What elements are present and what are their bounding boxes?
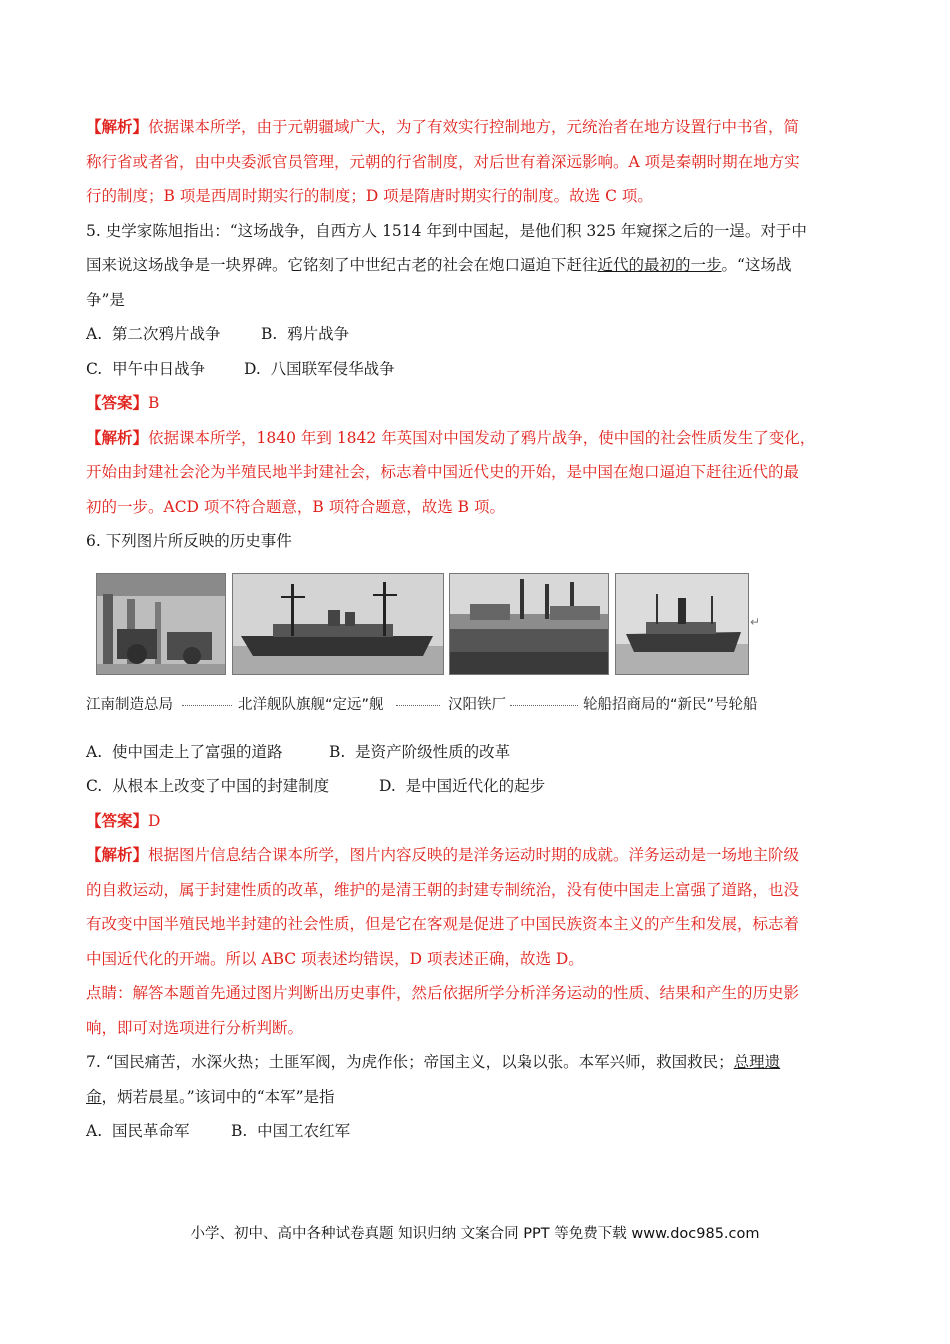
answer-tag: 【答案】 <box>86 810 149 830</box>
question-line: 争”是 <box>86 290 125 309</box>
caption-divider <box>182 705 232 706</box>
analysis-line: 有改变中国半殖民地半封建的社会性质，但是它在客观是促进了中国民族资本主义的产生和发展，标志着 <box>86 915 800 933</box>
photo-xinmin-steamship <box>615 573 749 675</box>
analysis-prev <box>86 110 866 214</box>
caption-hanyang: 汉阳铁厂 <box>448 696 506 713</box>
page-footer: 小学、初中、高中各种试卷真题 知识归纳 文案合同 PPT 等免费下载 www.doc985.com <box>190 1226 760 1242</box>
question-line: 7. “国民痛苦，水深火热；土匪军阀，为虎作伥；帝国主义，以枭以张。本军兴师，救国救民； <box>86 1053 734 1071</box>
analysis-line: 初的一步。ACD 项不符合题意，B 项符合题意，故选 B 项。 <box>86 497 505 516</box>
answer-value: B <box>148 394 160 412</box>
option-a: A. 国民革命军 <box>86 1122 190 1140</box>
tip-line: 响，即可对选项进行分析判断。 <box>86 1018 304 1037</box>
option-d: D. 八国联军侵华战争 <box>244 359 395 378</box>
q5-options-row-2 <box>86 352 866 387</box>
underlined-phrase: 总理遗 <box>733 1053 781 1071</box>
photo-jiangnan-arsenal <box>96 573 226 675</box>
caption-xinmin: 轮船招商局的“新民”号轮船 <box>583 696 758 713</box>
caption-divider <box>396 705 440 706</box>
analysis-line: 中国近代化的开端。所以 ABC 项表述均错误，D 项表述正确，故选 D。 <box>86 949 584 968</box>
analysis-line: 行的制度；B 项是西周时期实行的制度；D 项是隋唐时期实行的制度。故选 C 项。 <box>86 187 653 205</box>
underlined-phrase: 命 <box>86 1087 102 1106</box>
caption-dingyuan: 北洋舰队旗舰“定远”舰 <box>238 696 384 713</box>
q5-options-row-1 <box>86 317 866 352</box>
option-b: B. 是资产阶级性质的改革 <box>329 742 511 761</box>
analysis-tag: 【解析】 <box>86 427 149 447</box>
tip-line: 点睛：解答本题首先通过图片判断出历史事件，然后依据所学分析洋务运动的性质、结果和产生的历史影 <box>86 984 800 1002</box>
option-b: B. 鸦片战争 <box>261 325 350 343</box>
analysis-line: 开始由封建社会沦为半殖民地半封建社会，标志着中国近代史的开始，是中国在炮口逼迫下赶往近代的最 <box>86 463 800 481</box>
question-line: 5. 史学家陈旭指出：“这场战争，自西方人 1514 年到中国起，是他们积 325 年窥探之后的一逞。对于中 <box>86 221 807 240</box>
option-a: A. 第二次鸦片战争 <box>86 325 221 343</box>
caption-jiangnan: 江南制造总局 <box>86 696 173 713</box>
analysis-line: 依据课本所学，1840 年到 1842 年英国对中国发动了鸦片战争，使中国的社会性质发生了变化， <box>148 428 816 447</box>
caption-divider <box>510 705 578 706</box>
q6-analysis <box>86 838 866 1045</box>
option-c: C. 甲午中日战争 <box>86 359 206 378</box>
analysis-line: 根据图片信息结合课本所学，图片内容反映的是洋务运动时期的成就。洋务运动是一场地主阶级 <box>148 846 800 864</box>
answer-value: D <box>148 811 161 830</box>
option-c: C. 从根本上改变了中国的封建制度 <box>86 777 330 795</box>
q6-options-row-2 <box>86 769 866 804</box>
analysis-tag: 【解析】 <box>86 845 149 864</box>
analysis-line: 依据课本所学，由于元朝疆域广大，为了有效实行控制地方，元统治者在地方设置行中书省，简 <box>148 118 800 136</box>
photo-dingyuan-battleship <box>232 573 444 675</box>
q7-options-row-1 <box>86 1114 866 1149</box>
analysis-tag: 【解析】 <box>86 117 149 136</box>
answer-tag: 【答案】 <box>86 393 149 412</box>
question-line: 国来说这场战争是一块界碑。它铭刻了中世纪古老的社会在炮口逼迫下赶往 <box>86 256 598 274</box>
question-line: ，炳若晨星。”该词中的“本军”是指 <box>101 1087 335 1106</box>
question-7-stem <box>86 1045 866 1114</box>
document-body <box>86 110 866 1149</box>
q6-options-row-1 <box>86 735 866 770</box>
option-d: D. 是中国近代化的起步 <box>379 777 546 795</box>
historical-photos-figure <box>86 573 866 723</box>
question-6-stem <box>86 524 866 559</box>
analysis-line: 的自救运动，属于封建性质的改革，维护的是清王朝的封建专制统治，没有使中国走上富强了道路，也没 <box>86 880 800 899</box>
q5-analysis <box>86 421 866 525</box>
return-mark: ↵ <box>750 614 761 629</box>
question-line: 6. 下列图片所反映的历史事件 <box>86 532 292 550</box>
q5-answer <box>86 386 866 421</box>
underlined-phrase: 近代的最初的一步 <box>597 256 722 274</box>
photo-captions <box>86 693 776 719</box>
analysis-line: 称行省或者省，由中央委派官员管理，元朝的行省制度，对后世有着深远影响。A 项是秦朝时期在地方实 <box>86 152 800 171</box>
option-a: A. 使中国走上了富强的道路 <box>86 742 283 761</box>
question-5-stem <box>86 214 866 318</box>
option-b: B. 中国工农红军 <box>231 1122 351 1140</box>
question-line: 。“这场战 <box>721 256 792 274</box>
photo-hanyang-ironworks <box>449 573 609 675</box>
q6-answer <box>86 804 866 839</box>
